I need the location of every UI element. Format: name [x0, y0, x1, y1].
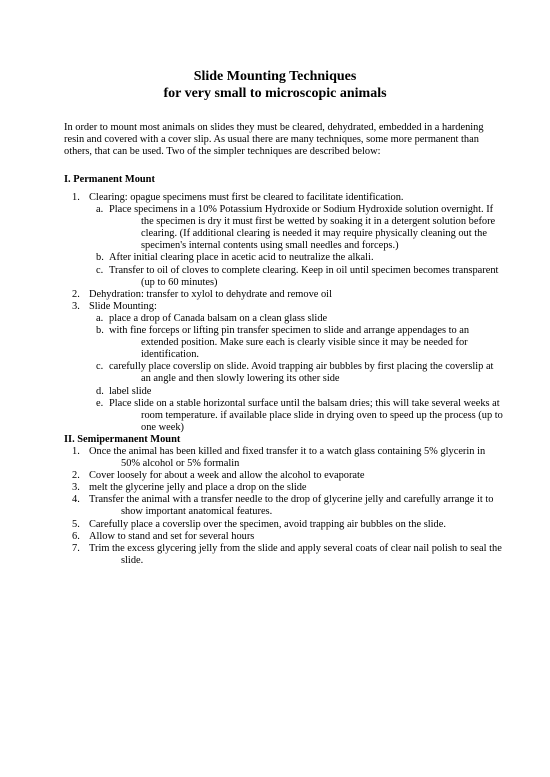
list-item: 3. melt the glycerine jelly and place a drop on the slide	[72, 482, 307, 494]
list-item: 2. Cover loosely for about a week and allow the alcohol to evaporate	[72, 470, 365, 482]
section-heading-semipermanent: II. Semipermanent Mount	[64, 434, 181, 445]
list-item: b. After initial clearing place in acetic acid to neutralize the alkali.	[96, 252, 374, 264]
list-item: e. Place slide on a stable horizontal surface until the balsam dries; this will take several weeks at room temperature. if available place slide in drying oven to speed up the process (up to one week)	[96, 397, 503, 433]
list-item: 1. Once the animal has been killed and fixed transfer it to a watch glass containing 5% glycerin in 50% alcohol or 5% formalin	[72, 446, 486, 470]
section-heading-permanent: I. Permanent Mount	[64, 174, 155, 185]
semipermanent-mount-list	[64, 446, 514, 567]
title-line-2: for very small to microscopic animals	[163, 86, 387, 101]
list-item: c. carefully place coverslip on slide. Avoid trapping air bubbles by first placing the coverslip at an angle and then slowly lowering its other side	[96, 361, 494, 385]
list-item: 2. Dehydration: transfer to xylol to dehydrate and remove oil	[72, 288, 332, 300]
list-item: a. Place specimens in a 10% Potassium Hydroxide or Sodium Hydroxide solution overnight. If the specimen is dry it must first be wetted by soaking it in a detergent solution before clearing. (If additional clearing is needed it may require physically cleaning out the specimen's internal contents using small needles and forceps.)	[96, 204, 496, 252]
list-item: b. with fine forceps or lifting pin transfer specimen to slide and arrange appendages to an extended position. Make sure each is clearly visible since it may be needed for identification.	[96, 325, 470, 361]
document-title	[0, 68, 550, 102]
title-line-1: Slide Mounting Techniques	[193, 69, 357, 84]
list-item: a. place a drop of Canada balsam on a clean glass slide	[96, 312, 328, 324]
permanent-mount-list	[64, 192, 514, 434]
intro-paragraph: In order to mount most animals on slides they must be cleared, dehydrated, embedded in a hardening resin and covered with a cover slip. As usual there are many techniques, some more permanent than others, that can be used. Two of the simpler techniques are described below:	[64, 122, 484, 158]
list-item: 5. Carefully place a coverslip over the specimen, avoid trapping air bubbles on the slide.	[72, 518, 446, 530]
list-item: 1. Clearing: opague specimens must first be cleared to facilitate identification.	[72, 192, 404, 203]
list-item: 7. Trim the excess glycering jelly from the slide and apply several coats of clear nail polish to seal the slide.	[72, 542, 502, 566]
list-item: c. Transfer to oil of cloves to complete clearing. Keep in oil until specimen becomes transparent (up to 60 minutes)	[96, 264, 499, 288]
list-item: d. label slide	[96, 385, 152, 397]
list-item: 4. Transfer the animal with a transfer needle to the drop of glycerine jelly and carefully arrange it to show important anatomical features.	[72, 494, 494, 518]
list-item: 6. Allow to stand and set for several hours	[72, 530, 255, 542]
list-item: 3. Slide Mounting:	[72, 300, 157, 312]
